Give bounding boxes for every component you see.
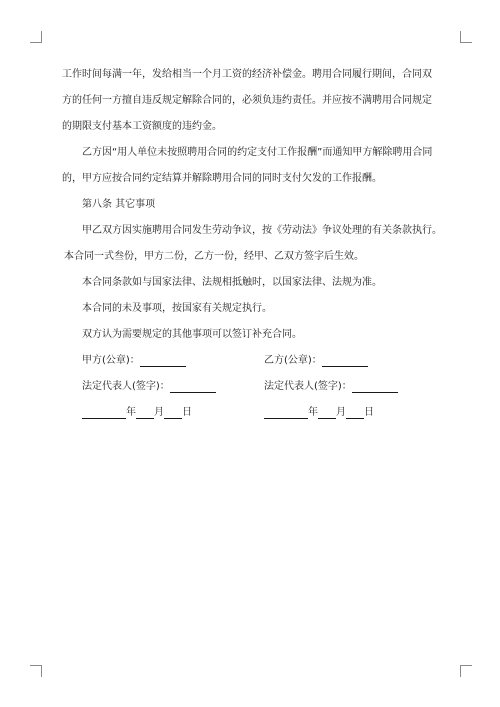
paragraph-line: 的期限支付基本工资额度的违约金。 <box>62 121 222 132</box>
rep-a-blank <box>170 382 216 393</box>
date-a-day-blank <box>164 408 182 419</box>
party-b-label: 乙方(公章)： <box>264 355 322 366</box>
paragraph-line: 方的任何一方擅自违反规定解除合同的，必须负违约责任。并应按不满聘用合同规定 <box>62 95 432 106</box>
paragraph-compensation <box>62 68 440 133</box>
date-a-year-blank <box>82 408 126 419</box>
paragraph-line: 工作时间每满一年，发给相当一个月工资的经济补偿金。聘用合同履行期间，合同双 <box>62 69 432 80</box>
signature-row-representatives <box>62 380 440 393</box>
month-label: 月 <box>154 407 164 418</box>
paragraph-line: 的，甲方应按合同约定结算并解除聘用合同的同时支付欠发的工作报酬。 <box>62 173 382 184</box>
rep-b-blank <box>352 382 398 393</box>
rep-b-label: 法定代表人(签字)： <box>264 381 352 392</box>
year-label: 年 <box>308 407 318 418</box>
rep-b-signature <box>264 380 398 393</box>
paragraph-other-matters: 本合同的未及事项，按国家有关规定执行。 <box>82 303 272 314</box>
crop-mark-top-left <box>30 31 42 43</box>
paragraph-line: 乙方因“用人单位未按照聘用合同的约定支付工作报酬”而通知甲方解除聘用合同 <box>82 147 433 158</box>
document-body <box>62 68 440 432</box>
paragraph-copies: 本合同一式叁份，甲方二份，乙方一份，经甲、乙双方签字后生效。 <box>64 251 364 262</box>
rep-a-label: 法定代表人(签字)： <box>82 381 170 392</box>
day-label: 日 <box>182 407 192 418</box>
month-label: 月 <box>336 407 346 418</box>
crop-mark-bottom-left <box>30 665 42 677</box>
section-heading: 第八条 其它事项 <box>82 199 156 210</box>
signature-row-dates <box>62 406 440 419</box>
crop-mark-top-right <box>460 31 472 43</box>
date-a <box>82 406 192 419</box>
party-a-label: 甲方(公章)： <box>82 355 140 366</box>
rep-a-signature <box>82 380 216 393</box>
party-a-seal <box>82 354 186 367</box>
date-b-year-blank <box>264 408 308 419</box>
date-a-month-blank <box>136 408 154 419</box>
paragraph-dispute: 甲乙双方因实施聘用合同发生劳动争议，按《劳动法》争议处理的有关条款执行。 <box>82 225 442 236</box>
party-a-blank <box>140 356 186 367</box>
paragraph-termination <box>62 146 440 185</box>
year-label: 年 <box>126 407 136 418</box>
signature-row-parties <box>62 354 440 367</box>
date-b-month-blank <box>318 408 336 419</box>
party-b-seal <box>264 354 368 367</box>
party-b-blank <box>322 356 368 367</box>
date-b <box>264 406 374 419</box>
crop-mark-bottom-right <box>460 665 472 677</box>
date-b-day-blank <box>346 408 364 419</box>
paragraph-supplement: 双方认为需要规定的其他事项可以签订补充合同。 <box>82 329 302 340</box>
paragraph-law-precedence: 本合同条款如与国家法律、法规相抵触时，以国家法律、法规为准。 <box>82 277 382 288</box>
day-label: 日 <box>364 407 374 418</box>
